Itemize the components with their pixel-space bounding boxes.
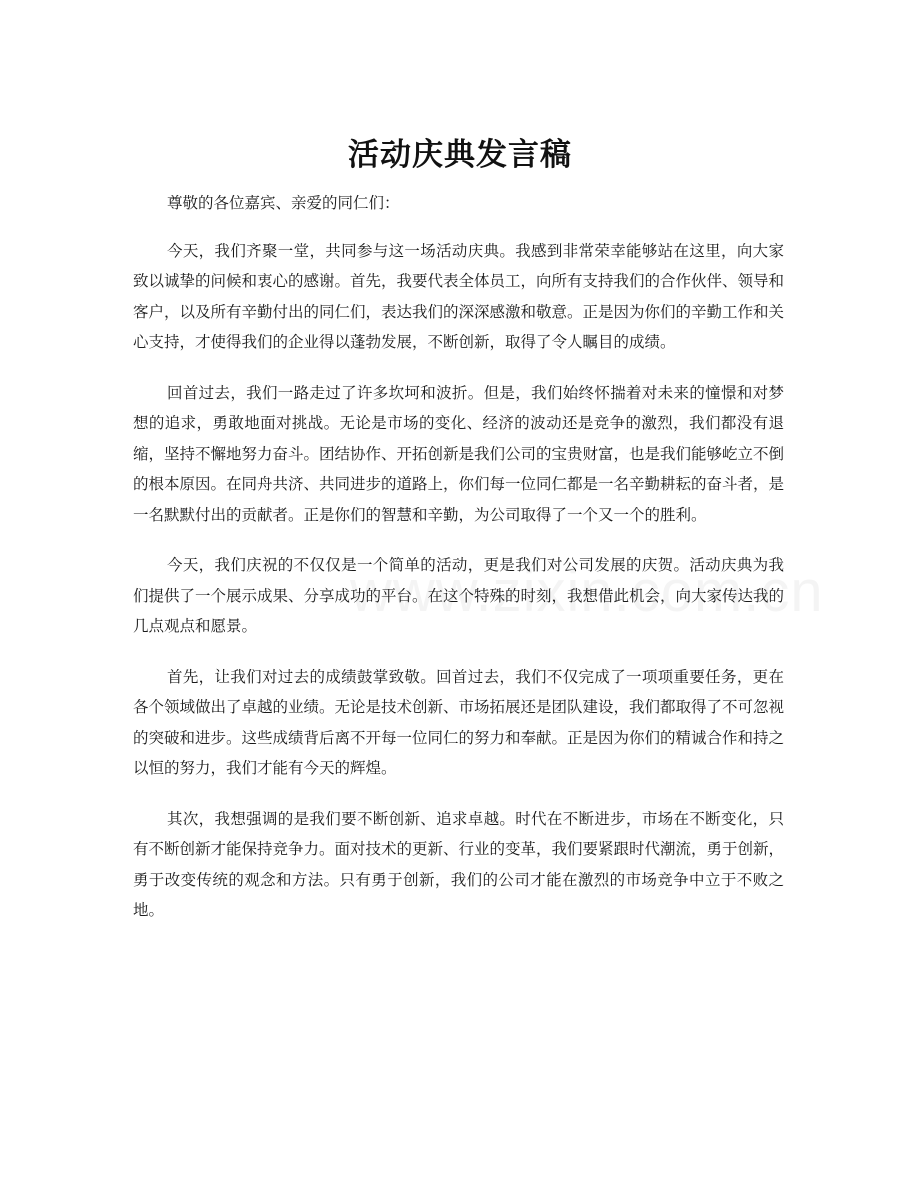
document-body — [133, 188, 784, 946]
greeting: 尊敬的各位嘉宾、亲爱的同仁们： — [167, 194, 400, 212]
paragraph-5: 其次，我想强调的是我们要不断创新、追求卓越。时代在不断进步，市场在不断变化，只有不断创新才能保持竞争力。面对技术的更新、行业的变革，我们要紧跟时代潮流，勇于创新，勇于改变传统的观念和方法。只有勇于创新，我们的公司才能在激烈的市场竞争中立于不败之地。 — [133, 809, 785, 919]
document-title: 活动庆典发言稿 — [348, 136, 572, 173]
paragraph-2: 回首过去，我们一路走过了许多坎坷和波折。但是，我们始终怀揣着对未来的憧憬和对梦想的追求，勇敢地面对挑战。无论是市场的变化、经济的波动还是竞争的激烈，我们都没有退缩，坚持不懈地努力奋斗。团结协作、开拓创新是我们公司的宝贵财富，也是我们能够屹立不倒的根本原因。在同舟共济、共同进步的道路上，你们每一位同仁都是一名辛勤耕耘的奋斗者，是一名默默付出的贡献者。正是你们的智慧和辛勤，为公司取得了一个又一个的胜利。 — [133, 383, 785, 524]
paragraph-4: 首先，让我们对过去的成绩鼓掌致敬。回首过去，我们不仅完成了一项项重要任务，更在各个领域做出了卓越的业绩。无论是技术创新、市场拓展还是团队建设，我们都取得了不可忽视的突破和进步。这些成绩背后离不开每一位同仁的努力和奉献。正是因为你们的精诚合作和持之以恒的努力，我们才能有今天的辉煌。 — [133, 667, 785, 777]
paragraph-1: 今天，我们齐聚一堂，共同参与这一场活动庆典。我感到非常荣幸能够站在这里，向大家致以诚挚的问候和衷心的感谢。首先，我要代表全体员工，向所有支持我们的合作伙伴、领导和客户，以及所有辛勤付出的同仁们，表达我们的深深感激和敬意。正是因为你们的辛勤工作和关心支持，才使得我们的企业得以蓬勃发展，不断创新，取得了令人瞩目的成绩。 — [133, 241, 785, 351]
paragraph-3: 今天，我们庆祝的不仅仅是一个简单的活动，更是我们对公司发展的庆贺。活动庆典为我们提供了一个展示成果、分享成功的平台。在这个特殊的时刻，我想借此机会，向大家传达我的几点观点和愿景。 — [133, 556, 785, 635]
